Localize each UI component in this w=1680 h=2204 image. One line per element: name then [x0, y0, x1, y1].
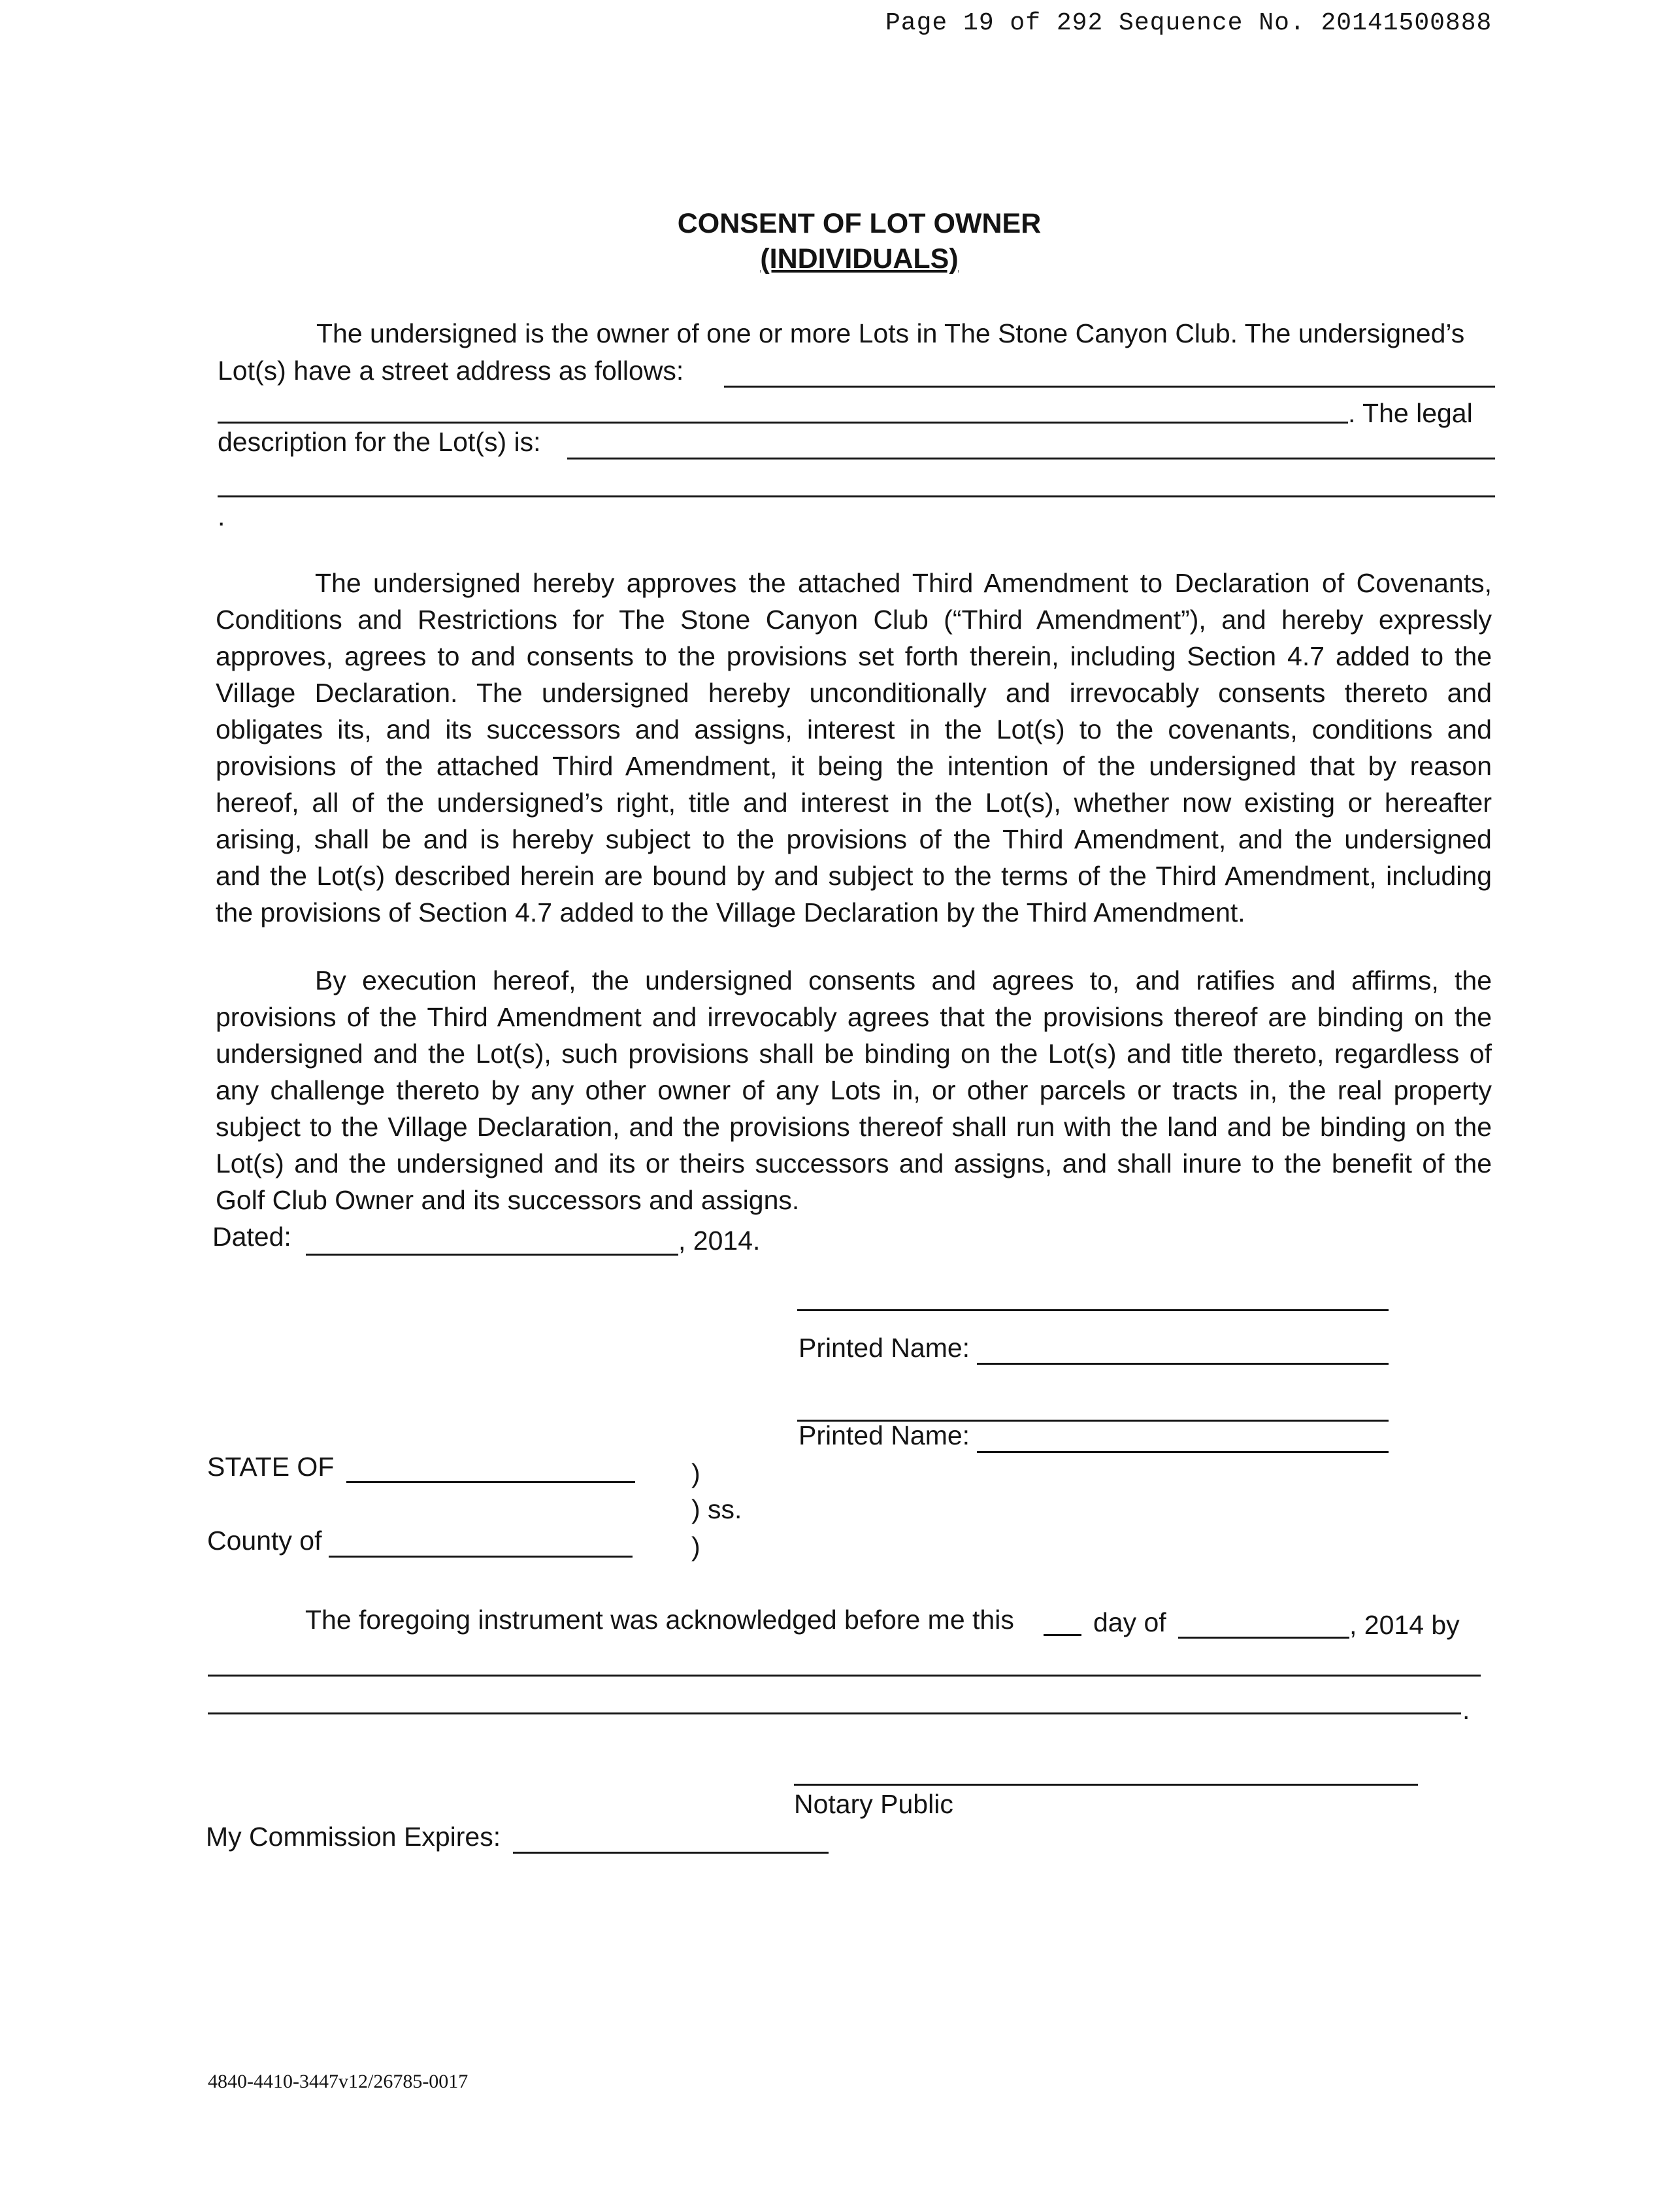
state-blank[interactable]	[346, 1481, 635, 1483]
approval-line: the provisions of Section 4.7 added to the Village Declaration by the Third Amendment.	[216, 897, 1245, 927]
signature-line-1[interactable]	[797, 1309, 1389, 1311]
dated-year: , 2014.	[678, 1226, 761, 1256]
legal-description-blank-2[interactable]	[218, 495, 1495, 497]
ack-name-blank-1[interactable]	[208, 1675, 1481, 1677]
execution-line: Lot(s) and the undersigned and its or theirs successors and assigns, and shall inure to the benefit of the	[216, 1148, 1492, 1178]
approval-paragraph	[216, 565, 1492, 931]
document-id-footer: 4840-4410-3447v12/26785-0017	[208, 2071, 469, 2092]
dated-blank[interactable]	[306, 1254, 678, 1256]
approval-line: Conditions and Restrictions for The Stone Canyon Club (“Third Amendment”), and hereby expressly	[216, 605, 1492, 635]
commission-expires-blank[interactable]	[513, 1852, 829, 1854]
ack-month-blank[interactable]	[1178, 1637, 1349, 1639]
legal-suffix: . The legal	[1348, 398, 1473, 428]
document-title: CONSENT OF LOT OWNER	[677, 208, 1042, 239]
ack-day-of: day of	[1093, 1607, 1166, 1637]
commission-expires-label: My Commission Expires:	[206, 1822, 501, 1852]
ack-day-blank[interactable]	[1044, 1634, 1081, 1636]
dated-label: Dated:	[212, 1222, 291, 1252]
legal-description-blank-1[interactable]	[567, 458, 1495, 459]
county-label: County of	[207, 1526, 322, 1556]
approval-line: obligates its, and its successors and assigns, interest in the Lot(s) to the covenants, conditions and	[216, 714, 1492, 744]
execution-line: Golf Club Owner and its successors and assigns.	[216, 1185, 800, 1215]
intro-line-1: The undersigned is the owner of one or more Lots in The Stone Canyon Club. The undersigned’s	[316, 318, 1465, 348]
venue-paren-top: )	[691, 1458, 700, 1488]
county-blank[interactable]	[329, 1556, 633, 1558]
ack-end-period: .	[1462, 1695, 1470, 1725]
notary-public-label: Notary Public	[794, 1789, 953, 1819]
venue-ss: ) ss.	[691, 1494, 742, 1524]
ack-year-by: , 2014 by	[1349, 1610, 1460, 1640]
execution-paragraph	[216, 962, 1492, 1218]
legal-description-period: .	[218, 501, 225, 531]
page-sequence-header: Page 19 of 292 Sequence No. 20141500888	[885, 9, 1492, 37]
document-subtitle: (INDIVIDUALS)	[760, 243, 959, 275]
printed-name-label-1: Printed Name:	[799, 1333, 970, 1363]
acknowledgment-prefix: The foregoing instrument was acknowledged before me this	[305, 1605, 1014, 1635]
approval-line: arising, shall be and is hereby subject to the provisions of the Third Amendment, and the undersigned	[216, 824, 1492, 854]
execution-line: subject to the Village Declaration, and the provisions thereof shall run with the land and be binding on the	[216, 1112, 1492, 1142]
state-label: STATE OF	[207, 1452, 335, 1482]
printed-name-label-2: Printed Name:	[799, 1420, 970, 1450]
street-address-blank-2[interactable]	[218, 422, 1348, 424]
approval-line: The undersigned hereby approves the attached Third Amendment to Declaration of Covenants,	[315, 568, 1492, 598]
approval-line: Village Declaration. The undersigned hereby unconditionally and irrevocably consents thereto and	[216, 678, 1492, 708]
approval-line: and the Lot(s) described herein are bound by and subject to the terms of the Third Amendment, including	[216, 861, 1492, 891]
street-address-label: Lot(s) have a street address as follows:	[218, 356, 684, 386]
execution-line: any challenge thereto by any other owner of any Lots in, or other parcels or tracts in, the real property	[216, 1075, 1492, 1105]
ack-name-blank-2[interactable]	[208, 1712, 1461, 1714]
approval-line: approves, agrees to and consents to the provisions set forth therein, including Section 4.7 added to the	[216, 641, 1492, 671]
street-address-blank-1[interactable]	[724, 386, 1495, 388]
approval-line: hereof, all of the undersigned’s right, title and interest in the Lot(s), whether now existing or hereafter	[216, 788, 1492, 818]
printed-name-blank-1[interactable]	[977, 1363, 1389, 1365]
notary-signature-line[interactable]	[794, 1784, 1418, 1786]
execution-line: By execution hereof, the undersigned consents and agrees to, and ratifies and affirms, the	[315, 965, 1492, 995]
execution-line: undersigned and the Lot(s), such provisions shall be binding on the Lot(s) and title thereto, regardless of	[216, 1039, 1492, 1069]
approval-line: provisions of the attached Third Amendment, it being the intention of the undersigned that by reason	[216, 751, 1492, 781]
legal-description-label: description for the Lot(s) is:	[218, 427, 541, 457]
printed-name-blank-2[interactable]	[977, 1451, 1389, 1453]
venue-paren-bottom: )	[691, 1531, 700, 1561]
execution-line: provisions of the Third Amendment and irrevocably agrees that the provisions thereof are binding on the	[216, 1002, 1492, 1032]
